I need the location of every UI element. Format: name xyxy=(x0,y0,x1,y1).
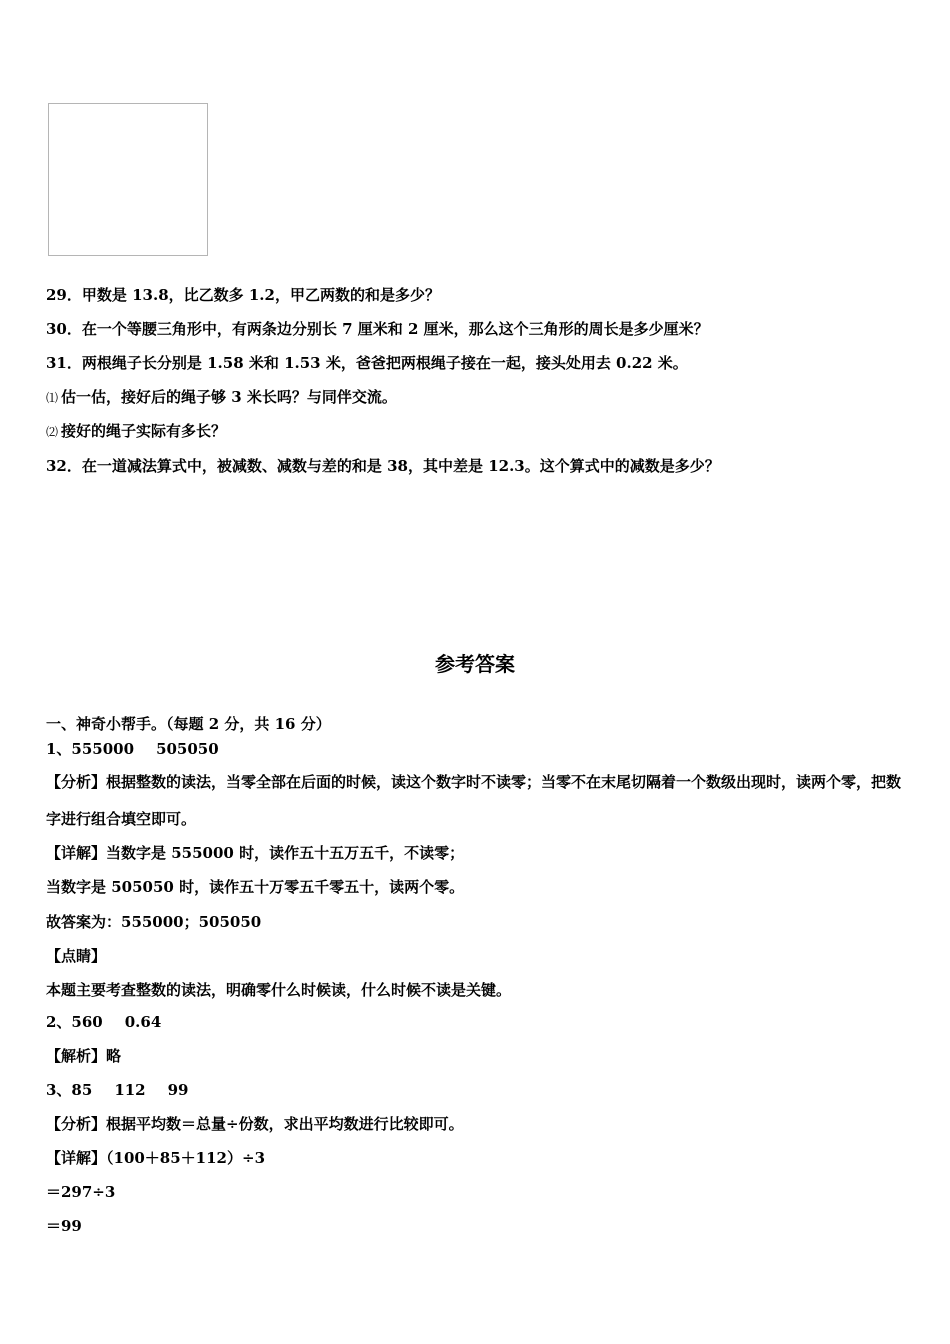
answer-2 xyxy=(46,1012,161,1032)
question-29: 29．甲数是 13.8，比乙数多 1.2，甲乙两数的和是多少？ xyxy=(46,286,440,304)
answer-1-analysis: 【分析】根据整数的读法，当零全部在后面的时候，读这个数字时不读零；当零不在末尾切隔着一个数级出现时，读两个零，把数字进行组合填空即可。 xyxy=(46,773,902,828)
part-1-marker: ⑴ xyxy=(46,391,59,405)
answer-1-point-label: 【点睛】 xyxy=(46,947,107,965)
answer-3 xyxy=(46,1080,189,1100)
answer-1-value-2: 505050 xyxy=(156,740,219,758)
question-31-part-1 xyxy=(46,387,397,408)
part-2-marker: ⑵ xyxy=(46,425,59,439)
answer-3-step-1: ＝297÷3 xyxy=(46,1183,116,1201)
figure-placeholder-box xyxy=(48,103,208,256)
answer-1-detail-2: 当数字是 505050 时，读作五十万零五千零五十，读两个零。 xyxy=(46,878,465,896)
answer-2-analysis: 【解析】略 xyxy=(46,1047,122,1065)
answer-2-value-1: 2、560 xyxy=(46,1013,103,1031)
answer-3-value-1: 3、85 xyxy=(46,1081,93,1099)
answer-1-result: 故答案为：555000；505050 xyxy=(46,913,262,931)
answer-1-point: 本题主要考查整数的读法，明确零什么时候读，什么时候不读是关键。 xyxy=(46,981,512,999)
answer-2-value-2: 0.64 xyxy=(124,1013,162,1031)
answer-3-value-2: 112 xyxy=(114,1081,146,1099)
answer-3-value-3: 99 xyxy=(167,1081,189,1099)
answer-3-detail: 【详解】（100＋85＋112）÷3 xyxy=(46,1149,266,1167)
question-30: 30．在一个等腰三角形中，有两条边分别长 7 厘米和 2 厘米，那么这个三角形的周长是多少厘米？ xyxy=(46,320,709,338)
answer-1-value-1: 1、555000 xyxy=(46,740,135,758)
question-32: 32．在一道减法算式中，被减数、减数与差的和是 38，其中差是 12.3。这个算式中的减数是多少？ xyxy=(46,457,720,475)
question-31: 31．两根绳子长分别是 1.58 米和 1.53 米，爸爸把两根绳子接在一起，接头处用去 0.22 米。 xyxy=(46,354,688,372)
question-31-part-2 xyxy=(46,421,226,442)
part-1-text: 估一估，接好后的绳子够 3 米长吗？与同伴交流。 xyxy=(61,388,397,406)
section-1-heading: 一、神奇小帮手。（每题 2 分，共 16 分） xyxy=(46,715,331,733)
answer-3-analysis: 【分析】根据平均数＝总量÷份数，求出平均数进行比较即可。 xyxy=(46,1115,464,1133)
answers-title: 参考答案 xyxy=(435,652,515,676)
part-2-text: 接好的绳子实际有多长？ xyxy=(61,422,227,440)
answer-1 xyxy=(46,739,219,759)
answer-3-step-2: ＝99 xyxy=(46,1217,82,1235)
answer-1-detail-1: 【详解】当数字是 555000 时，读作五十五万五千，不读零； xyxy=(46,844,465,862)
